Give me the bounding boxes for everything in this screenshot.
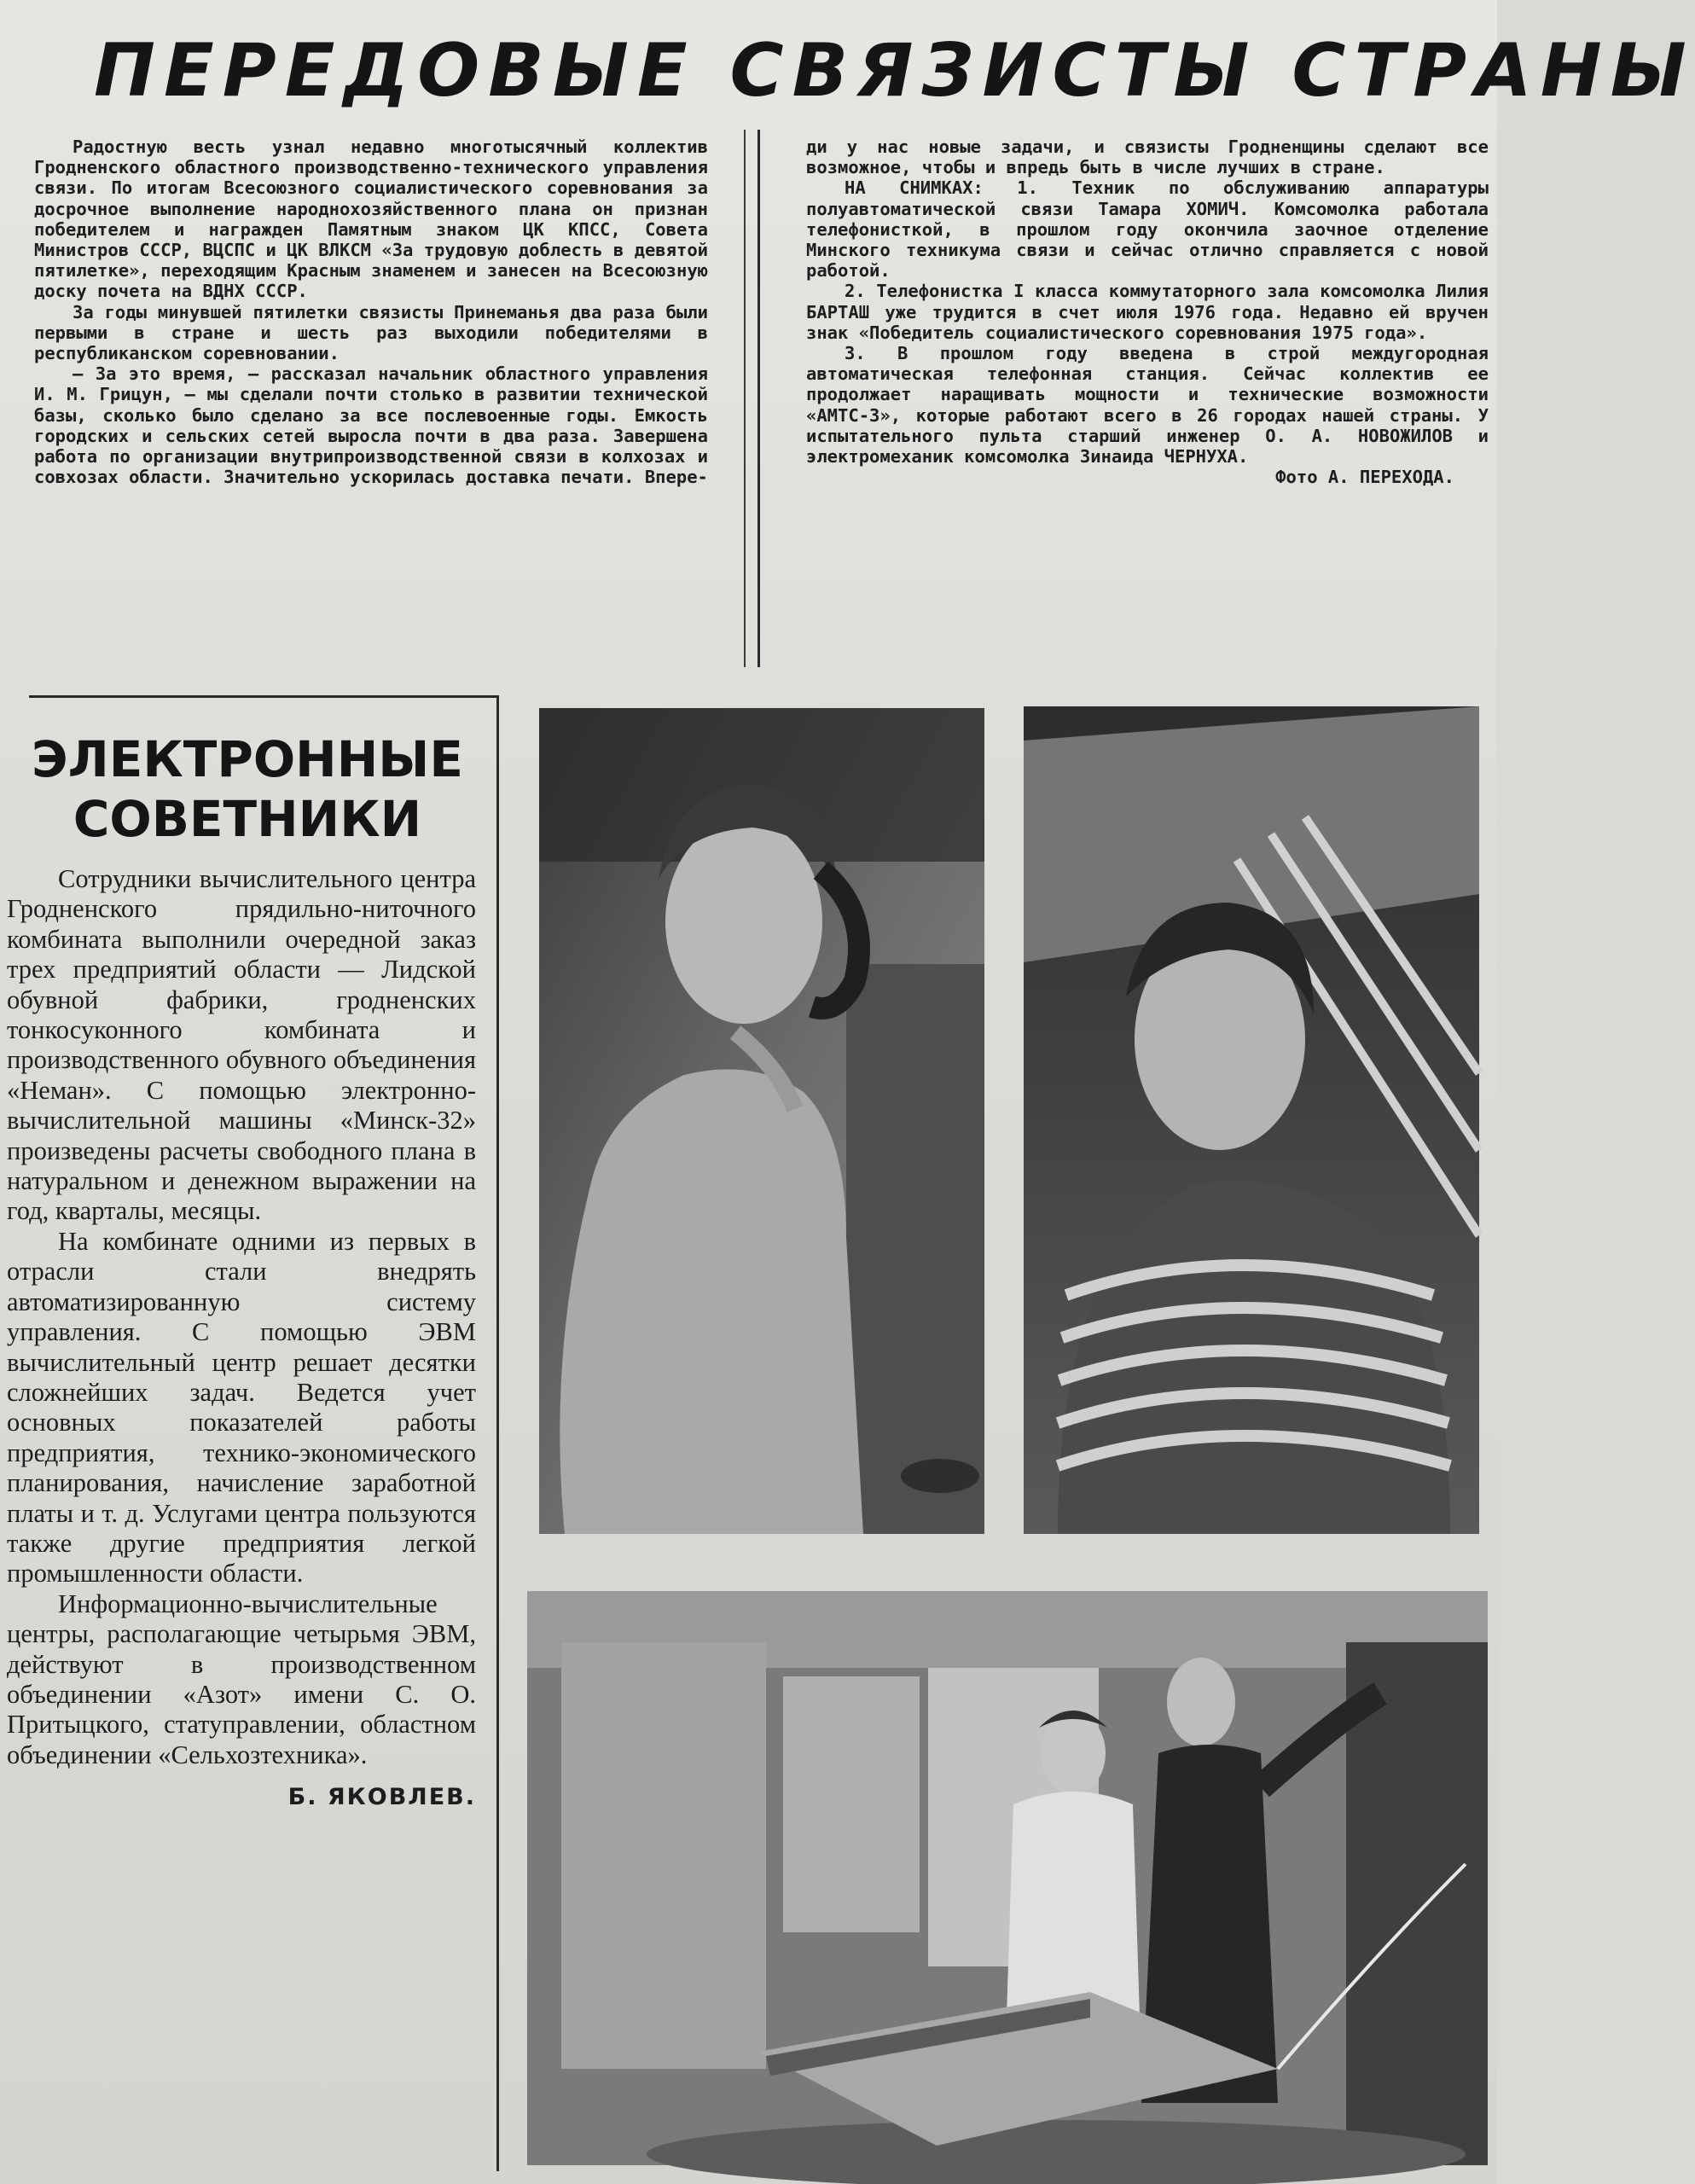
side-article-paragraph: На комбинате одними из первых в отрасли стали внедрять автоматизированную систему управления. С помощью ЭВМ вычислительный центр решает десятки сложнейших задач. Ведется учет основных показателей работы предприятия, технико-экономического планирования, начисление заработной платы и т. д. Услугами центра пользуются также другие предприятия легкой промышленности области. [7, 1226, 476, 1589]
main-article-paragraph: Радостную весть узнал недавно многотысячный коллектив Гродненского областного производственно-технического управления связи. По итогам Всесоюзного социалистического соревнования за досрочное выполнение народнохозяйственного плана он признан победителем и награжден Памятным знаком ЦК КПСС, Совета Министров СССР, ВЦСПС и ЦК ВЛКСМ «За трудовую доблесть в девятой пятилетке», переходящим Красным знаменем и занесен на Всесоюзную доску почета на ВДНХ СССР. [34, 136, 708, 302]
photo-caption: НА СНИМКАХ: 1. Техник по обслуживанию аппаратуры полуавтоматической связи Тамара ХОМИЧ. Комсомолка работала телефонисткой, в прошлом году окончила заочное отделение Минского техникума связи и сейчас отлично справляется с новой работой. [806, 177, 1489, 282]
page-headline: ПЕРЕДОВЫЕ СВЯЗИСТЫ СТРАНЫ [94, 28, 1695, 113]
side-article-paragraph: Сотрудники вычислительного центра Гродненского прядильно-ниточного комбината выполнили очередной заказ трех предприятий области — Лидской обувной фабрики, гродненских тонкосуконного комбината и производственного обувного объединения «Неман». С помощью электронно-вычислительной машины «Минск-32» произведены расчеты свободного плана в натуральном и денежном выражении на год, кварталы, месяцы. [7, 864, 476, 1226]
main-article-right-column [806, 136, 1489, 487]
telephone-operator-photo [539, 708, 984, 1534]
photo-caption: 2. Телефонистка I класса коммутаторного зала комсомолка Лилия БАРТАШ уже трудится в счет июля 1976 года. Недавно ей вручен знак «Победитель социалистического соревнования 1975 года». [806, 281, 1489, 343]
column-divider [496, 695, 499, 2171]
main-article-paragraph: ди у нас новые задачи, и связисты Гродненщины сделают все возможное, чтобы и впредь быть в числе лучших в стране. [806, 136, 1489, 178]
side-article-body [7, 864, 476, 1813]
side-article-headline: ЭЛЕКТРОННЫЕ СОВЕТНИКИ [32, 730, 463, 848]
section-divider [29, 695, 496, 698]
column-divider [758, 130, 760, 667]
main-article-left-column [34, 136, 708, 487]
photo-credit: Фото А. ПЕРЕХОДА. [1275, 467, 1454, 488]
test-console-photo [527, 1591, 1488, 2165]
side-article-paragraph: Информационно-вычислительные центры, располагающие четырьмя ЭВМ, действуют в производственном объединении «Азот» имени С. О. Притыцкого, статуправлении, областном объединении «Сельхозтехника». [7, 1589, 476, 1769]
main-article-paragraph: За годы минувшей пятилетки связисты Принеманья два раза были первыми в стране и шесть раз выходили победителями в республиканском соревновании. [34, 301, 708, 364]
switchboard-operator-photo [1024, 706, 1479, 1534]
main-article-paragraph: — За это время, — рассказал начальник областного управления И. М. Грицун, — мы сделали почти столько в развитии технической базы, сколько было сделано за все послевоенные годы. Емкость городских и сельских сетей выросла почти в два раза. Завершена работа по организации внутрипроизводственной связи в колхозах и совхозах области. Значительно ускорилась доставка печати. Впере- [34, 363, 708, 488]
column-divider [744, 130, 746, 667]
photo-caption: 3. В прошлом году введена в строй междугородная автоматическая телефонная станция. Сейчас коллектив ее продолжает наращивать мощности и технические возможности «АМТС-3», которые работают всего в 26 городах нашей страны. У испытательного пульта старший инженер О. А. НОВОЖИЛОВ и электромеханик комсомолка Зинаида ЧЕРНУХА. [806, 343, 1489, 468]
byline: Б. ЯКОВЛЕВ. [287, 1784, 476, 1811]
